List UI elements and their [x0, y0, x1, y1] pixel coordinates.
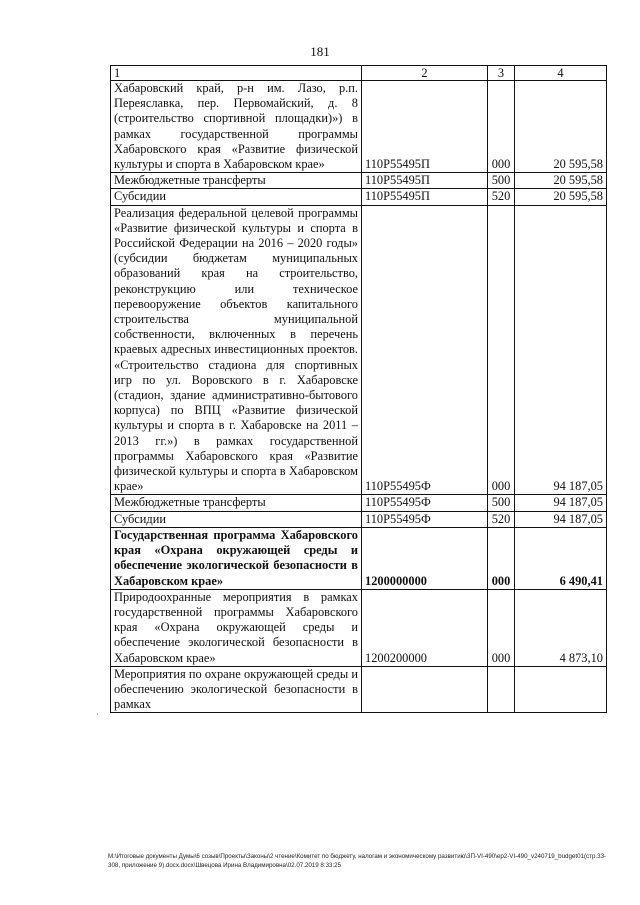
row-amount-cell: 4 873,10	[515, 589, 607, 666]
budget-table	[110, 65, 607, 713]
row-name-cell: Природоохранные мероприятия в рамках государственной программы Хабаровского края «Охрана окружающей среды и обеспечение экологической безопасности в Хабаровском крае»	[111, 589, 362, 666]
row-code-cell: 110Р55495П	[362, 173, 488, 189]
table-header-row	[111, 66, 607, 81]
row-name-cell: Мероприятия по охране окружающей среды и обеспечению экологической безопасности в рамках	[111, 666, 362, 713]
document-footer-path: М:\Итоговые документы Думы\6 созыв\Проекты\Законы\2 чтение\Комитет по бюджету, налогам и экономическому развитию\3П-VI-490\ер2-VI-490_v240719_budget01(стр.33-308, приложение 9).docx.docx\Швецова Ирина Владимировна\02.07.2019 8:33:25	[108, 853, 607, 869]
header-col-3: 3	[488, 66, 515, 81]
row-name-cell: Межбюджетные трансферты	[111, 173, 362, 189]
row-type-cell: 500	[488, 495, 515, 511]
table-row	[111, 81, 607, 173]
row-amount-cell: 94 187,05	[515, 511, 607, 527]
row-code-cell	[362, 666, 488, 713]
row-amount-cell	[515, 666, 607, 713]
row-type-cell: 000	[488, 527, 515, 589]
table-row	[111, 511, 607, 527]
table-row	[111, 589, 607, 666]
table-row	[111, 527, 607, 589]
row-code-cell: 1200000000	[362, 527, 488, 589]
header-col-2: 2	[362, 66, 488, 81]
row-code-cell: 110Р55495Ф	[362, 205, 488, 495]
row-name-cell: Реализация федеральной целевой программы «Развитие физической культуры и спорта в Российской Федерации на 2016 – 2020 годы» (субсидии бюджетам муниципальных образований края на строительство, реконструкцию или техническое перевооружение объектов капитального строительства муниципальной собственности, включенных в перечень краевых адресных инвестиционных проектов. «Строительство стадиона для спортивных игр по ул. Воровского в г. Хабаровске (стадион, здание административно-бытового корпуса) по ВПЦ «Развитие физической культуры и спорта в г. Хабаровске на 2011 – 2013 гг.») в рамках государственной программы Хабаровского края «Развитие физической культуры и спорта в Хабаровском крае»	[111, 205, 362, 495]
table-body	[111, 66, 607, 713]
row-type-cell: 520	[488, 511, 515, 527]
row-name-cell: Субсидии	[111, 511, 362, 527]
table-row	[111, 495, 607, 511]
row-amount-cell: 20 595,58	[515, 189, 607, 205]
table-row	[111, 205, 607, 495]
row-amount-cell: 94 187,05	[515, 205, 607, 495]
row-type-cell: 000	[488, 81, 515, 173]
row-amount-cell: 20 595,58	[515, 173, 607, 189]
page-number: 181	[310, 44, 330, 59]
row-code-cell: 110Р55495П	[362, 189, 488, 205]
row-code-cell: 110Р55495Ф	[362, 511, 488, 527]
row-type-cell: 500	[488, 173, 515, 189]
row-code-cell: 110Р55495Ф	[362, 495, 488, 511]
row-type-cell: 000	[488, 589, 515, 666]
table-row	[111, 189, 607, 205]
row-type-cell: 000	[488, 205, 515, 495]
row-code-cell: 110Р55495П	[362, 81, 488, 173]
margin-mark: ·	[96, 710, 99, 719]
row-name-cell: Межбюджетные трансферты	[111, 495, 362, 511]
row-amount-cell: 20 595,58	[515, 81, 607, 173]
table-row	[111, 666, 607, 713]
row-name-cell: Субсидии	[111, 189, 362, 205]
row-name-cell: Государственная программа Хабаровского края «Охрана окружающей среды и обеспечение экологической безопасности в Хабаровском крае»	[111, 527, 362, 589]
row-amount-cell: 94 187,05	[515, 495, 607, 511]
row-type-cell: 520	[488, 189, 515, 205]
table-row	[111, 173, 607, 189]
header-col-1: 1	[111, 66, 362, 81]
row-code-cell: 1200200000	[362, 589, 488, 666]
header-col-4: 4	[515, 66, 607, 81]
row-name-cell: Хабаровский край, р-н им. Лазо, р.п. Переяславка, пер. Первомайский, д. 8 (строительство спортивной площадки)») в рамках государственной программы Хабаровского края «Развитие физической культуры и спорта в Хабаровском крае»	[111, 81, 362, 173]
row-type-cell	[488, 666, 515, 713]
row-amount-cell: 6 490,41	[515, 527, 607, 589]
